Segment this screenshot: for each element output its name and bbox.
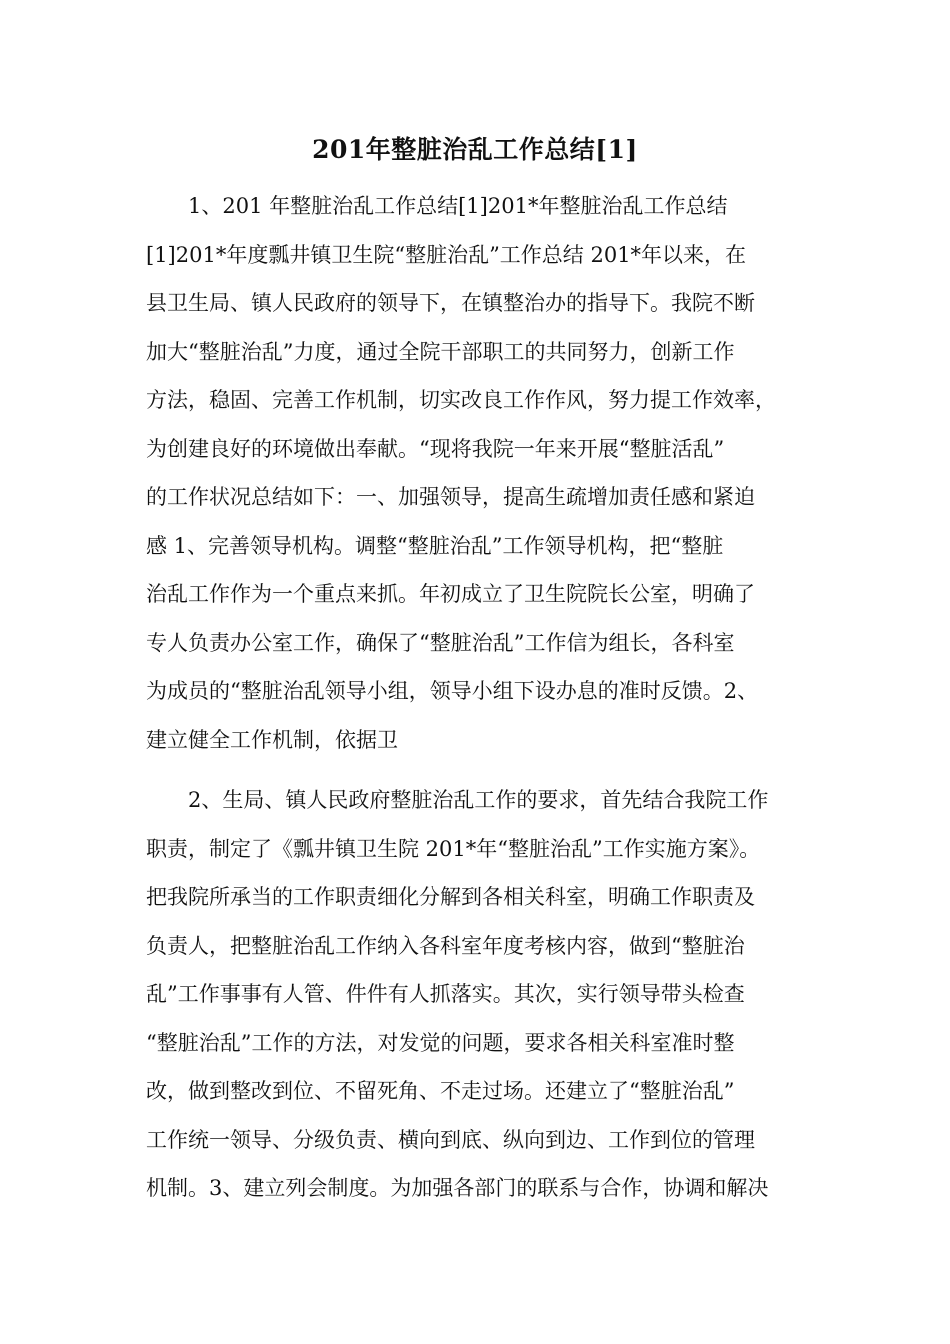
text-line: 治乱工作作为一个重点来抓。年初成立了卫生院院长公室，明确了 bbox=[146, 582, 755, 606]
text-line: 机制。3、建立列会制度。为加强各部门的联系与合作，协调和解决 bbox=[146, 1176, 769, 1200]
text-line: 专人负责办公室工作，确保了“整脏治乱”工作信为组长，各科室 bbox=[146, 630, 735, 655]
text-line: 方法，稳固、完善工作机制，切实改良工作作风，努力提工作效率， bbox=[146, 388, 776, 412]
text-line: [1]201*年度瓢井镇卫生院“整脏治乱”工作总结 201*年以来，在 bbox=[146, 242, 747, 267]
paragraph-2 bbox=[146, 776, 810, 1213]
text-line: 2、生局、镇人民政府整脏治乱工作的要求，首先结合我院工作 bbox=[188, 788, 769, 812]
text-line: 加大“整脏治乱”力度，通过全院干部职工的共同努力，创新工作 bbox=[146, 339, 735, 364]
text-line: “整脏治乱”工作的方法，对发觉的问题，要求各相关科室准时整 bbox=[146, 1030, 735, 1055]
text-line: 为成员的“整脏治乱领导小组，领导小组下设办息的准时反馈。2、 bbox=[146, 679, 759, 703]
text-line: 工作统一领导、分级负责、横向到底、纵向到边、工作到位的管理 bbox=[146, 1127, 755, 1152]
text-line: 感 1、完善领导机构。调整“整脏治乱”工作领导机构，把“整脏 bbox=[146, 533, 724, 558]
text-line: 把我院所承当的工作职责细化分解到各相关科室，明确工作职责及 bbox=[146, 885, 755, 909]
text-line: 乱”工作事事有人管、件件有人抓落实。其次，实行领导带头检查 bbox=[146, 982, 745, 1006]
document-title: 201年整脏治乱工作总结[1] bbox=[312, 135, 638, 164]
text-line: 职责，制定了《瓢井镇卫生院 201*年“整脏治乱”工作实施方案》。 bbox=[146, 836, 761, 861]
text-line: 县卫生局、镇人民政府的领导下，在镇整治办的指导下。我院不断 bbox=[146, 291, 755, 315]
text-line: 建立健全工作机制，依据卫 bbox=[146, 727, 398, 752]
text-line: 改，做到整改到位、不留死角、不走过场。还建立了“整脏治乱” bbox=[146, 1079, 735, 1103]
text-line: 1、201 年整脏治乱工作总结[1]201*年整脏治乱工作总结 bbox=[188, 194, 728, 218]
paragraph-1 bbox=[146, 182, 810, 764]
text-line: 的工作状况总结如下：一、加强领导，提高生疏增加责任感和紧迫 bbox=[146, 485, 755, 509]
text-line: 负责人，把整脏治乱工作纳入各科室年度考核内容，做到“整脏治 bbox=[146, 933, 745, 958]
text-line: 为创建良好的环境做出奉献。“现将我院一年来开展“整脏活乱” bbox=[146, 436, 725, 461]
